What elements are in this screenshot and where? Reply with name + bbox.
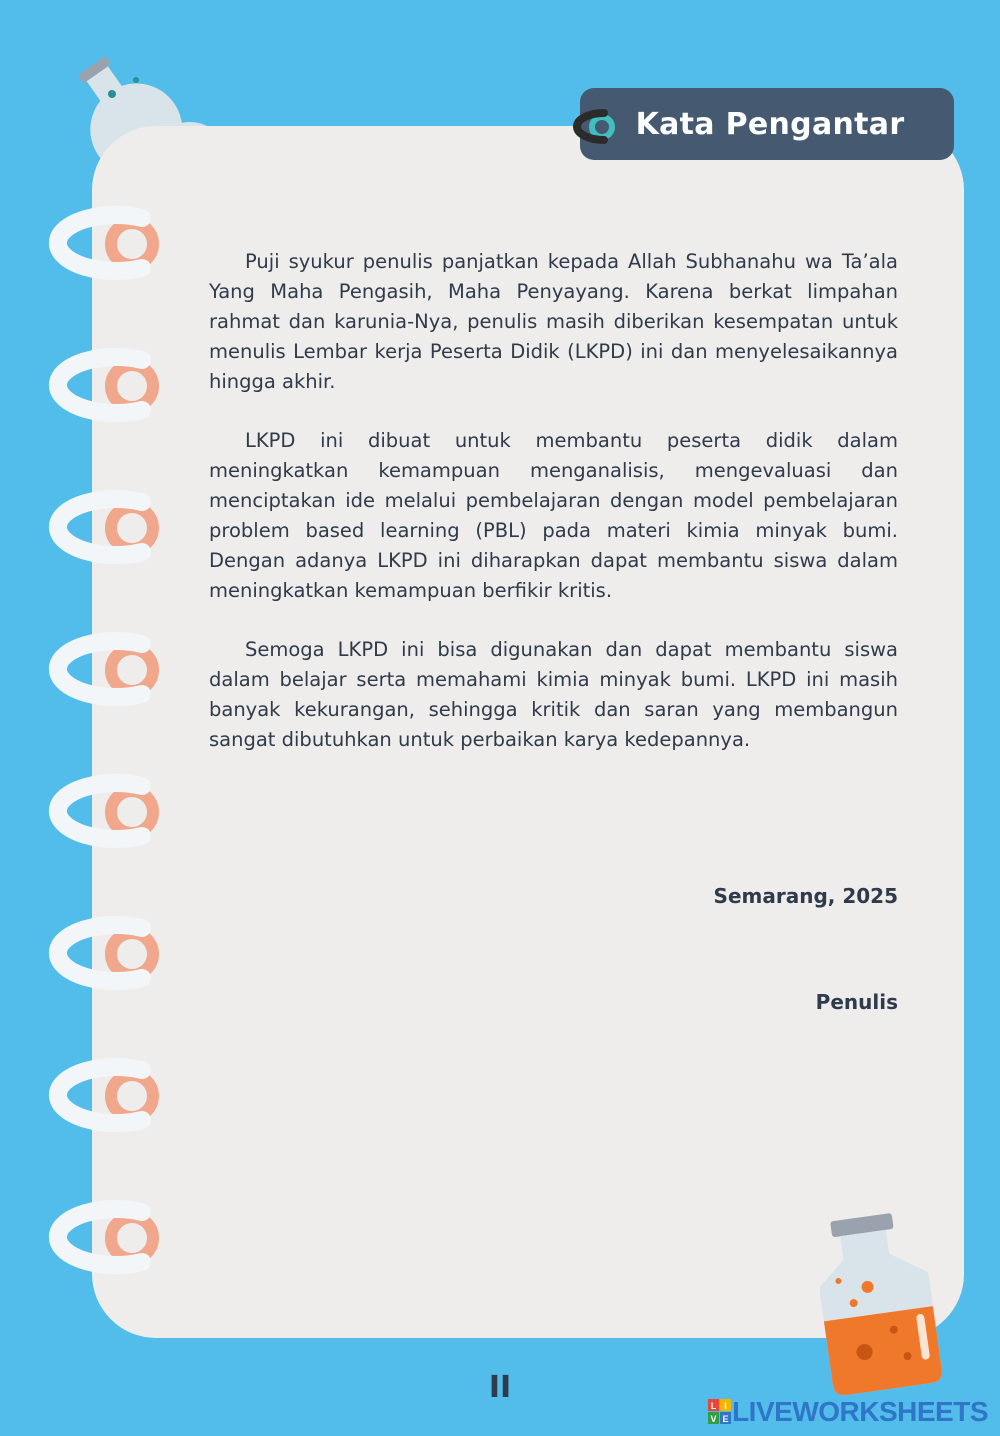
page-number: II — [488, 1370, 512, 1405]
page-title: Kata Pengantar — [635, 106, 905, 142]
logo-letter: E — [722, 1414, 729, 1424]
paragraph: Semoga LKPD ini bisa digunakan dan dapat membantu siswa dalam belajar serta memahami kimia minyak bumi. LKPD ini masih banyak kekurangan, sehingga kritik dan saran yang membangun sangat dibutuhkan untuk perbaikan karya kedepannya. — [209, 638, 898, 751]
binder-ring-icon — [30, 480, 170, 570]
logo-letter: L — [710, 1401, 717, 1411]
binder-ring-icon — [30, 1048, 170, 1138]
logo-letter: I — [724, 1401, 727, 1411]
preface-text — [209, 247, 898, 784]
author-label: Penulis — [815, 990, 898, 1014]
watermark-text: LIVEWORKSHEETS — [732, 1396, 988, 1427]
place-date: Semarang, 2025 — [713, 884, 898, 908]
binder-ring-icon — [30, 622, 170, 712]
binder-ring-icon — [30, 1190, 170, 1280]
tab-ring-icon — [552, 100, 622, 150]
title-tab — [580, 88, 954, 160]
binder-ring-icon — [30, 338, 170, 428]
binder-ring-icon — [30, 764, 170, 854]
liveworksheets-watermark — [708, 1396, 988, 1428]
paragraph: Puji syukur penulis panjatkan kepada Allah Subhanahu wa Ta’ala Yang Maha Pengasih, Maha Penyayang. Karena berkat limpahan rahmat dan karunia-Nya, penulis masih diberikan kesempatan untuk menulis Lembar kerja Peserta Didik (LKPD) ini dan menyelesaikannya hingga akhir. — [209, 250, 898, 393]
liveworksheets-logo-icon — [708, 1399, 732, 1425]
logo-letter: V — [710, 1414, 717, 1424]
binder-ring-icon — [30, 906, 170, 996]
paragraph: LKPD ini dibuat untuk membantu peserta didik dalam meningkatkan kemampuan menganalisis, mengevaluasi dan menciptakan ide melalui pembelajaran dengan model pembelajaran problem based learning (PBL) pada materi kimia minyak bumi. Dengan adanya LKPD ini diharapkan dapat membantu siswa dalam meningkatkan kemampuan berfikir kritis. — [209, 429, 898, 602]
binder-ring-icon — [30, 196, 170, 286]
